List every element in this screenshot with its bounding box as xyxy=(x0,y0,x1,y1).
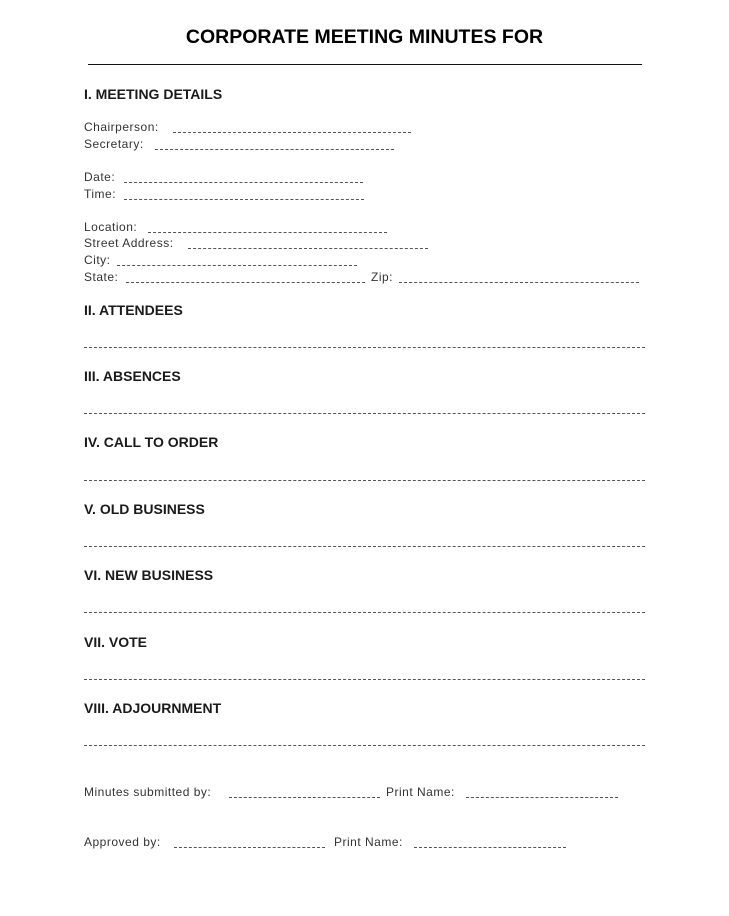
state-label: State: xyxy=(84,270,119,284)
time-field[interactable] xyxy=(124,199,364,200)
attendees-field[interactable] xyxy=(84,347,645,348)
zip-field[interactable] xyxy=(399,282,639,283)
time-label: Time: xyxy=(84,187,117,201)
section-absences-heading: III. ABSENCES xyxy=(84,368,181,384)
absences-field[interactable] xyxy=(84,413,645,414)
zip-label: Zip: xyxy=(371,270,394,284)
title-blank-line[interactable] xyxy=(88,64,642,65)
city-field[interactable] xyxy=(117,265,357,266)
street-address-label: Street Address: xyxy=(84,236,174,250)
section-call-to-order-heading: IV. CALL TO ORDER xyxy=(84,434,219,450)
section-attendees-heading: II. ATTENDEES xyxy=(84,302,183,318)
submitted-by-field[interactable] xyxy=(229,797,380,798)
chairperson-field[interactable] xyxy=(173,132,411,133)
section-old-business-heading: V. OLD BUSINESS xyxy=(84,501,205,517)
new-business-field[interactable] xyxy=(84,612,645,613)
date-label: Date: xyxy=(84,170,116,184)
section-meeting-details-heading: I. MEETING DETAILS xyxy=(84,86,223,102)
location-label: Location: xyxy=(84,220,138,234)
submitted-by-label: Minutes submitted by: xyxy=(84,785,212,799)
print-name-label-2: Print Name: xyxy=(334,835,403,849)
chairperson-label: Chairperson: xyxy=(84,120,159,134)
approved-by-field[interactable] xyxy=(174,847,325,848)
call-to-order-field[interactable] xyxy=(84,480,645,481)
date-field[interactable] xyxy=(124,182,363,183)
print-name-field-1[interactable] xyxy=(466,797,618,798)
section-vote-heading: VII. VOTE xyxy=(84,634,148,650)
city-label: City: xyxy=(84,253,111,267)
adjournment-field[interactable] xyxy=(84,745,645,746)
section-adjournment-heading: VIII. ADJOURNMENT xyxy=(84,700,222,716)
street-address-field[interactable] xyxy=(188,248,428,249)
document-title: CORPORATE MEETING MINUTES FOR xyxy=(185,26,544,48)
secretary-field[interactable] xyxy=(155,149,394,150)
print-name-label-1: Print Name: xyxy=(386,785,455,799)
location-field[interactable] xyxy=(148,232,387,233)
secretary-label: Secretary: xyxy=(84,137,144,151)
old-business-field[interactable] xyxy=(84,546,645,547)
approved-by-label: Approved by: xyxy=(84,835,161,849)
vote-field[interactable] xyxy=(84,679,645,680)
state-field[interactable] xyxy=(126,282,365,283)
print-name-field-2[interactable] xyxy=(414,847,566,848)
section-new-business-heading: VI. NEW BUSINESS xyxy=(84,567,214,583)
